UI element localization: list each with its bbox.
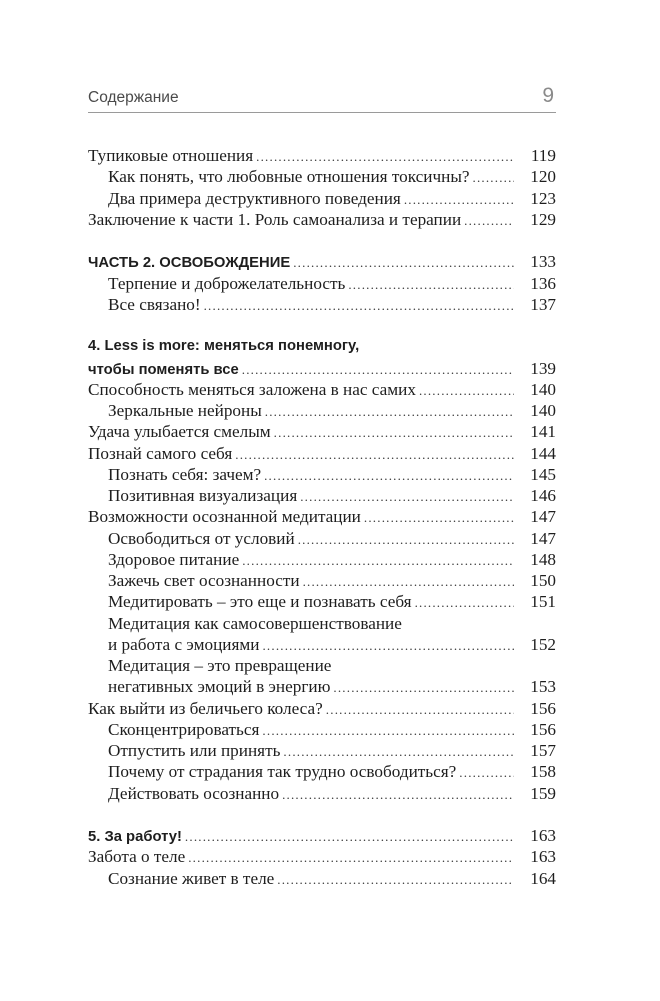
dot-leader (464, 210, 514, 231)
toc-entry-title: чтобы поменять все (88, 361, 239, 378)
toc-entry-title: Удача улыбается смелым (88, 422, 271, 442)
toc-entry (88, 209, 556, 230)
dot-leader (235, 444, 514, 465)
toc-entry-page: 137 (530, 294, 556, 314)
toc-entry (88, 570, 556, 591)
toc-entry-title: Сознание живет в теле (108, 868, 275, 888)
toc-entry (88, 464, 556, 485)
toc-entry-title: Сконцентрироваться (108, 719, 260, 739)
spacer (88, 804, 556, 825)
toc-entry (88, 676, 556, 697)
toc-entry-title: Действовать осознанно (108, 783, 280, 803)
dot-leader (242, 550, 514, 571)
dot-leader (277, 869, 514, 890)
toc-entry (88, 655, 556, 676)
toc-entry-title: Терпение и доброжелательность (108, 273, 346, 293)
toc-entry (88, 698, 556, 719)
dot-leader (188, 847, 514, 868)
toc-entry-page: 139 (530, 358, 556, 378)
toc-entry-page: 150 (530, 571, 556, 590)
dot-leader (415, 592, 514, 613)
toc-entry-page: 141 (530, 422, 556, 442)
toc-entry-page: 146 (530, 486, 556, 505)
toc-entry (88, 400, 556, 421)
toc-entry-page: 148 (530, 549, 556, 569)
toc-entry-page: 151 (530, 592, 556, 612)
toc-entry (88, 613, 556, 634)
toc-entry-page: 136 (530, 273, 556, 293)
table-of-contents (88, 145, 556, 889)
toc-entry-page: 120 (530, 167, 556, 187)
toc-entry (88, 740, 556, 761)
toc-entry (88, 443, 556, 464)
toc-entry-title: Все связано! (108, 294, 201, 314)
toc-entry (88, 783, 556, 804)
dot-leader (262, 635, 514, 656)
toc-entry-page: 147 (530, 528, 556, 548)
dot-leader (282, 784, 514, 805)
toc-entry-title: и работа с эмоциями (108, 634, 260, 654)
toc-entry (88, 846, 556, 867)
toc-entry-title: Возможности осознанной медитации (88, 507, 361, 527)
toc-entry-page: 144 (530, 443, 556, 463)
dot-leader (473, 167, 515, 188)
toc-entry-title: Два примера деструктивного поведения (108, 188, 401, 208)
toc-entry-page: 145 (530, 464, 556, 484)
toc-entry-title: Медитация как самосовершенствование (108, 613, 402, 633)
toc-entry (88, 188, 556, 209)
toc-entry-title: Тупиковые отношения (88, 146, 254, 165)
toc-entry (88, 634, 556, 655)
dot-leader (419, 380, 514, 401)
toc-entry (88, 549, 556, 570)
dot-leader (364, 507, 514, 528)
toc-entry (88, 294, 556, 315)
toc-entry-page: 157 (530, 741, 556, 760)
dot-leader (298, 529, 514, 550)
toc-entry-title: 5. За работу! (88, 829, 182, 845)
toc-entry-title: негативных эмоций в энергию (108, 677, 331, 697)
toc-entry-page: 147 (530, 507, 556, 527)
toc-entry (88, 825, 556, 846)
toc-entry-title: ЧАСТЬ 2. ОСВОБОЖДЕНИЕ (88, 255, 291, 272)
toc-entry-title: Забота о теле (88, 847, 186, 867)
toc-entry-title: Как выйти из беличьего колеса? (88, 698, 323, 718)
toc-entry (88, 379, 556, 400)
toc-entry-title: Почему от страдания так трудно освободиться? (108, 762, 457, 782)
dot-leader (242, 359, 514, 380)
toc-entry-title: Освободиться от условий (108, 528, 295, 548)
dot-leader (204, 295, 514, 316)
toc-entry-title: Медитировать – это еще и познавать себя (108, 592, 412, 612)
toc-entry-title: Заключение к части 1. Роль самоанализа и терапии (88, 209, 462, 229)
page-number: 9 (542, 84, 554, 107)
toc-entry-title: Зажечь свет осознанности (108, 571, 300, 590)
toc-entry (88, 506, 556, 527)
toc-entry-page: 158 (530, 762, 556, 782)
toc-entry (88, 591, 556, 612)
dot-leader (333, 677, 514, 698)
toc-entry-page: 140 (530, 401, 556, 420)
spacer (88, 315, 556, 336)
toc-entry (88, 761, 556, 782)
spacer (88, 230, 556, 251)
toc-entry-page: 123 (530, 188, 556, 208)
toc-entry (88, 868, 556, 889)
toc-entry-page: 153 (530, 677, 556, 697)
toc-entry-page: 133 (530, 252, 556, 272)
dot-leader (185, 826, 514, 847)
dot-leader (262, 720, 514, 741)
toc-entry (88, 485, 556, 506)
toc-entry-page: 152 (530, 634, 556, 654)
dot-leader (459, 762, 514, 783)
toc-entry (88, 273, 556, 294)
toc-entry-page: 159 (530, 783, 556, 803)
toc-entry-page: 129 (530, 209, 556, 229)
dot-leader (404, 189, 514, 210)
dot-leader (265, 401, 514, 422)
toc-entry (88, 528, 556, 549)
running-header (88, 86, 556, 113)
toc-entry-page: 140 (530, 379, 556, 399)
section-title: Содержание (88, 89, 179, 106)
toc-entry-title: 4. Less is more: меняться понемногу, (88, 338, 360, 355)
toc-entry-title: Отпустить или принять (108, 741, 281, 760)
toc-entry-page: 119 (530, 146, 556, 165)
toc-entry (88, 358, 556, 379)
dot-leader (274, 422, 514, 443)
toc-entry-title: Позитивная визуализация (108, 486, 298, 505)
toc-entry-title: Зеркальные нейроны (108, 401, 262, 420)
dot-leader (283, 741, 514, 762)
dot-leader (348, 274, 514, 295)
dot-leader (326, 699, 514, 720)
dot-leader (293, 252, 514, 273)
toc-entry-title: Познать себя: зачем? (108, 464, 262, 484)
toc-entry (88, 251, 556, 272)
toc-entry-page: 164 (530, 868, 556, 888)
toc-entry-page: 163 (530, 847, 556, 867)
toc-entry-page: 156 (530, 698, 556, 718)
toc-entry-page: 163 (530, 826, 556, 845)
toc-entry (88, 336, 556, 357)
toc-entry (88, 421, 556, 442)
dot-leader (303, 571, 514, 592)
dot-leader (264, 465, 514, 486)
toc-entry (88, 719, 556, 740)
toc-entry-title: Познай самого себя (88, 443, 233, 463)
toc-entry (88, 145, 556, 166)
toc-entry (88, 166, 556, 187)
dot-leader (300, 486, 514, 507)
toc-entry-title: Здоровое питание (108, 549, 240, 569)
toc-entry-title: Способность меняться заложена в нас самих (88, 379, 416, 399)
dot-leader (256, 146, 514, 167)
toc-entry-title: Медитация – это превращение (108, 656, 332, 675)
toc-entry-page: 156 (530, 719, 556, 739)
toc-entry-title: Как понять, что любовные отношения токсичны? (108, 167, 470, 187)
